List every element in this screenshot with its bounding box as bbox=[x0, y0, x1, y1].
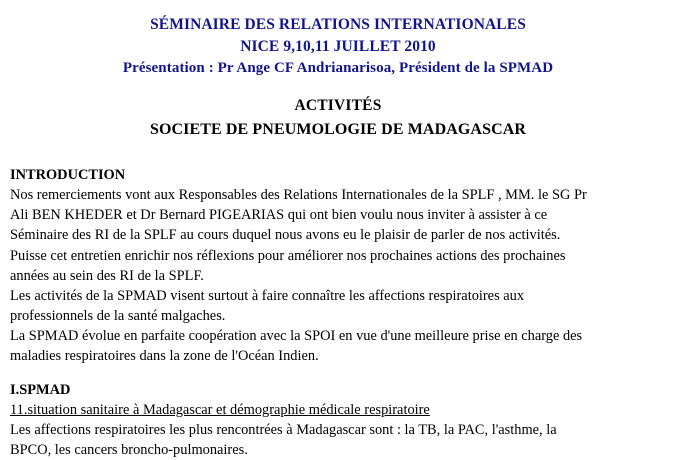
intro-paragraph1-line2: Ali BEN KHEDER et Dr Bernard PIGEARIAS qui ont bien voulu nous inviter à assister à ce bbox=[10, 207, 548, 224]
document-header bbox=[10, 14, 666, 79]
intro-paragraph4-line1: La SPMAD évolue en parfaite coopération avec la SPOI en vue d'une meilleure prise en charge des bbox=[10, 328, 583, 345]
section-spmad-heading: I.SPMAD bbox=[10, 381, 71, 398]
intro-paragraph1-line1: Nos remerciements vont aux Responsables des Relations Internationales de la SPLF , MM. le SG Pr bbox=[10, 187, 587, 204]
document-title bbox=[10, 95, 666, 141]
intro-paragraph3-line2: professionnels de la santé malgaches. bbox=[10, 308, 226, 325]
intro-paragraph1-line3: Séminaire des RI de la SPLF au cours duquel nous avons eu le plaisir de parler de nos activités. bbox=[10, 227, 561, 244]
header-line-presenter: Présentation : Pr Ange CF Andrianarisoa, Président de la SPMAD bbox=[122, 60, 554, 76]
intro-paragraph2-line2: années au sein des RI de la SPLF. bbox=[10, 267, 204, 284]
title-society: SOCIETE DE PNEUMOLOGIE DE MADAGASCAR bbox=[149, 120, 527, 138]
introduction-heading: INTRODUCTION bbox=[10, 166, 126, 183]
intro-paragraph2-line1: Puisse cet entretien enrichir nos réflexions pour améliorer nos prochaines actions des prochaines bbox=[10, 247, 566, 264]
section-spmad-paragraph-line1: Les affections respiratoires les plus rencontrées à Madagascar sont : la TB, la PAC, l'asthme, la bbox=[10, 421, 557, 438]
header-line-seminar: SÉMINAIRE DES RELATIONS INTERNATIONALES bbox=[150, 16, 526, 33]
intro-paragraph4-line2: maladies respiratoires dans la zone de l'Océan Indien. bbox=[10, 348, 319, 365]
paragraph-spacer bbox=[10, 367, 666, 380]
section-spmad-subheading: 11.situation sanitaire à Madagascar et démographie médicale respiratoire bbox=[10, 401, 430, 418]
section-spmad-paragraph-line2: BPCO, les cancers broncho-pulmonaires. bbox=[10, 441, 248, 458]
intro-paragraph3-line1: Les activités de la SPMAD visent surtout à faire connaître les affections respiratoires aux bbox=[10, 287, 525, 304]
title-activities: ACTIVITÉS bbox=[294, 97, 382, 115]
document-body bbox=[10, 165, 666, 460]
header-line-date: NICE 9,10,11 JUILLET 2010 bbox=[240, 38, 436, 55]
